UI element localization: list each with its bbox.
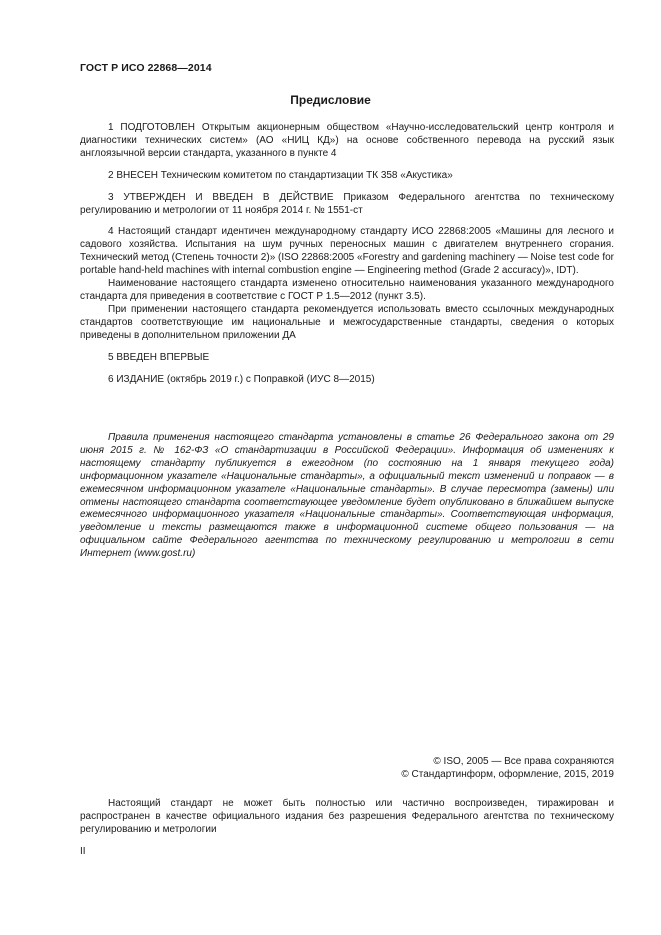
- application-rules-notice: Правила применения настоящего стандарта установлены в статье 26 Федерального закона от 29 июня 2015 г. № 162-ФЗ «О стандартизации в Российской Федерации». Информация об изменениях к настоящему стандарту публикуется в ежегодном (по состоянию на 1 января текущего года) информационном указателе «Национальные стандарты», а официальный текст изменений и поправок — в ежемесячном информационном указателе «Национальные стандарты». В случае пересмотра (замены) или отмены настоящего стандарта соответствующее уведомление будет опубликовано в ближайшем выпуске ежемесячного информационного указателя «Национальные стандарты». Соответствующая информация, уведомление и тексты размещаются также в информационной системе общего пользования — на официальном сайте Федерального агентства по техническому регулированию и метрологии в сети Интернет (www.gost.ru): [80, 432, 614, 560]
- reproduction-notice: Настоящий стандарт не может быть полностью или частично воспроизведен, тиражирован и распространен в качестве официального издания без разрешения Федерального агентства по техническому регулированию и метрологии: [80, 798, 614, 835]
- paragraph-1-prepared: 1 ПОДГОТОВЛЕН Открытым акционерным обществом «Научно-исследовательский центр контроля и диагностики технических систем» (АО «НИЦ КД») на основе собственного перевода на русский язык англоязычной версии стандарта, указанного в пункте 4: [80, 122, 614, 159]
- standard-code-header: ГОСТ Р ИСО 22868—2014: [80, 62, 212, 74]
- paragraph-6-edition: 6 ИЗДАНИЕ (октябрь 2019 г.) с Поправкой (ИУС 8—2015): [108, 373, 375, 385]
- page-number: II: [80, 846, 86, 857]
- copyright-iso: © ISO, 2005 — Все права сохраняются: [433, 756, 614, 767]
- paragraph-4-name-change: Наименование настоящего стандарта изменено относительно наименования указанного международного стандарта для приведения в соответствие с ГОСТ Р 1.5—2012 (пункт 3.5).: [80, 278, 614, 302]
- copyright-block: [401, 755, 614, 781]
- paragraph-4-application: При применении настоящего стандарта рекомендуется использовать вместо ссылочных международных стандартов соответствующие им национальные и межгосударственные стандарты, сведения о которых приведены в дополнительном приложении ДА: [80, 303, 614, 341]
- copyright-standartinform: © Стандартинформ, оформление, 2015, 2019: [401, 769, 614, 780]
- page-title: Предисловие: [290, 93, 371, 107]
- paragraph-5-introduced: 5 ВВЕДЕН ВПЕРВЫЕ: [108, 351, 210, 363]
- paragraph-3-approved: 3 УТВЕРЖДЕН И ВВЕДЕН В ДЕЙСТВИЕ Приказом Федерального агентства по техническому регулированию и метрологии от 11 ноября 2014 г. № 1551-ст: [80, 191, 614, 216]
- paragraph-2-submitted: 2 ВНЕСЕН Техническим комитетом по стандартизации ТК 358 «Акустика»: [108, 169, 453, 181]
- foreword-body: [80, 122, 614, 386]
- paragraph-4-identical: 4 Настоящий стандарт идентичен международному стандарту ИСО 22868:2005 «Машины для лесного и садового хозяйства. Испытания на шум ручных переносных машин с двигателем внутреннего сгорания. Технический метод (Степень точности 2)» (ISO 22868:2005 «Forestry and gardening machinery — Noise test code for portable hand-held machines with internal combustion engine — Engineering method (Grade 2 accuracy)», IDT).: [80, 226, 614, 277]
